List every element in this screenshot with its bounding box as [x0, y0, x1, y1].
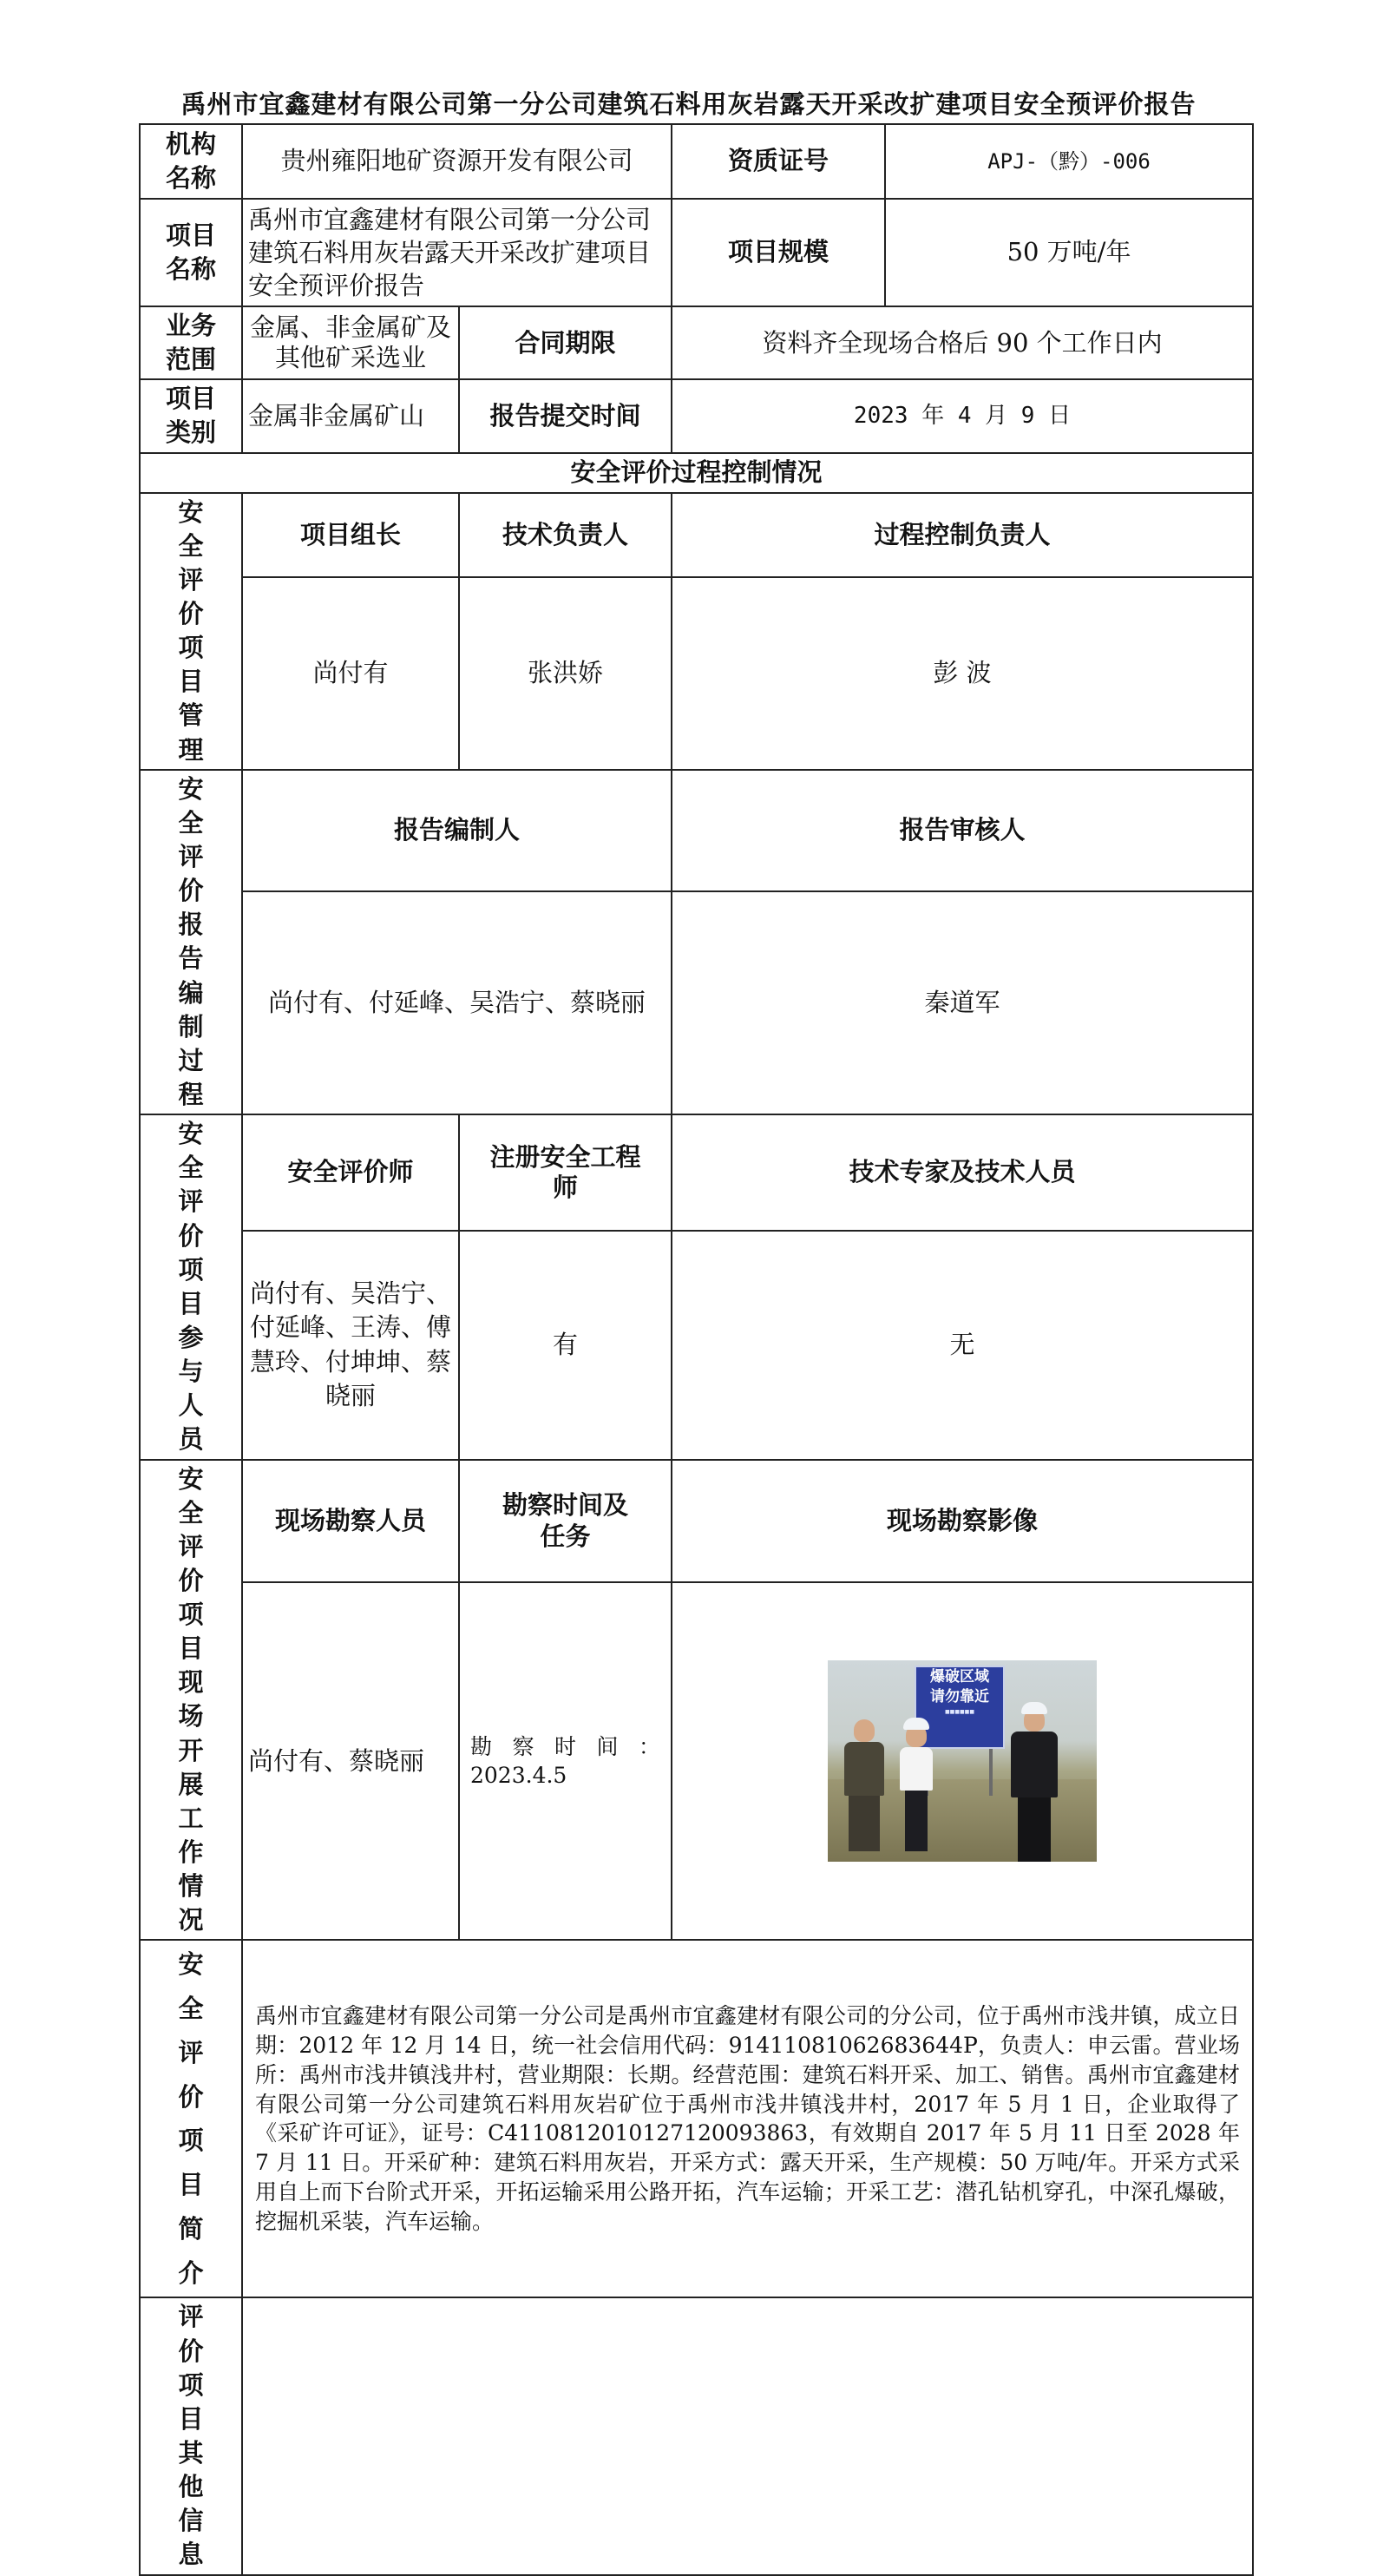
- management-value-row: [140, 577, 1253, 770]
- site-photo: [828, 1660, 1097, 1862]
- category-value: 金属非金属矿山: [242, 379, 459, 452]
- participants-value-row: [140, 1231, 1253, 1460]
- participants-col-engineer: 注册安全工程师: [459, 1114, 672, 1231]
- process-lead: 彭 波: [672, 577, 1253, 770]
- compile-value-row: [140, 891, 1253, 1114]
- org-row: [140, 124, 1253, 199]
- cert-value: APJ-（黔）-006: [885, 124, 1253, 199]
- intro-label: 安全评价项目简介: [140, 1940, 242, 2297]
- participants-label: 安全评价项目参与人员: [140, 1114, 242, 1459]
- site-col-photo: 现场勘察影像: [672, 1460, 1253, 1583]
- scale-value: 50 万吨/年: [885, 199, 1253, 306]
- project-label: 项目名称: [140, 199, 242, 306]
- report-authors: 尚付有、付延峰、吴浩宁、蔡晓丽: [242, 891, 672, 1114]
- other-info-label: 评价项目其他信息: [140, 2297, 242, 2574]
- org-value: 贵州雍阳地矿资源开发有限公司: [242, 124, 672, 199]
- contract-value: 资料齐全现场合格后 90 个工作日内: [672, 306, 1253, 379]
- other-info-value: [242, 2297, 1253, 2574]
- project-leader: 尚付有: [242, 577, 459, 770]
- photo-person-1: [843, 1719, 885, 1851]
- tech-lead: 张洪娇: [459, 577, 672, 770]
- submit-time-label: 报告提交时间: [459, 379, 672, 452]
- blasting-area-sign: 爆破区域 请勿靠近 ■■■■■■: [915, 1666, 1005, 1749]
- site-photo-cell: [672, 1582, 1253, 1940]
- intro-text: 禹州市宜鑫建材有限公司第一分公司是禹州市宜鑫建材有限公司的分公司，位于禹州市浅井镇，成立日期：2012 年 12 月 14 日，统一社会信用代码：91411081062683644P，负责人：申云雷。营业场所：禹州市浅井镇浅井村，营业期限：长期。经营范围：建筑石料开采、加工、销售。禹州市宜鑫建材有限公司第一分公司建筑石料用灰岩矿位于禹州市浅井镇浅井村，2017 年 5 月 1 日，企业取得了《采矿许可证》，证号：C4110812010127120093863，有效期自 2017 年 5 月 11 日至 2028 年 7 月 11 日。开采矿种：建筑石料用灰岩，开采方式：露天开采，生产规模：50 万吨/年。开采方式采用自上而下台阶式开采，开拓运输采用公路开拓，汽车运输；开采工艺：潜孔钻机穿孔，中深孔爆破，挖掘机采装，汽车运输。: [242, 1940, 1253, 2297]
- cert-label: 资质证号: [672, 124, 885, 199]
- report-reviewer: 秦道军: [672, 891, 1253, 1114]
- management-label: 安全评价项目管理: [140, 493, 242, 770]
- category-label: 项目类别: [140, 379, 242, 452]
- evaluators: 尚付有、吴浩宁、付延峰、王涛、傅慧玲、付坤坤、蔡晓丽: [242, 1231, 459, 1460]
- photo-person-3: [1010, 1702, 1059, 1862]
- other-info-row: [140, 2297, 1253, 2574]
- project-row: [140, 199, 1253, 306]
- management-col-leader: 项目组长: [242, 493, 459, 578]
- sign-post-right: [989, 1744, 993, 1796]
- photo-person-2: [899, 1718, 934, 1851]
- site-header-row: [140, 1460, 1253, 1583]
- experts: 无: [672, 1231, 1253, 1460]
- category-row: [140, 379, 1253, 452]
- document-title: 禹州市宜鑫建材有限公司第一分公司建筑石料用灰岩露天开采改扩建项目安全预评价报告: [180, 89, 1197, 119]
- survey-time: 勘 察 时 间 ： 2023.4.5: [459, 1582, 672, 1940]
- compile-header-row: [140, 770, 1253, 891]
- section-header: 安全评价过程控制情况: [140, 453, 1253, 493]
- business-row: [140, 306, 1253, 379]
- management-col-process: 过程控制负责人: [672, 493, 1253, 578]
- submit-time-value: 2023 年 4 月 9 日: [672, 379, 1253, 452]
- org-label: 机构名称: [140, 124, 242, 199]
- compile-col-authors: 报告编制人: [242, 770, 672, 891]
- site-col-time: 勘察时间及任务: [459, 1460, 672, 1583]
- site-staff: 尚付有、蔡晓丽: [242, 1582, 459, 1940]
- business-value: 金属、非金属矿及其他矿采选业: [242, 306, 459, 379]
- registered-engineer: 有: [459, 1231, 672, 1460]
- participants-col-experts: 技术专家及技术人员: [672, 1114, 1253, 1231]
- management-col-tech: 技术负责人: [459, 493, 672, 578]
- section-header-row: [140, 453, 1253, 493]
- contract-label: 合同期限: [459, 306, 672, 379]
- business-label: 业务范围: [140, 306, 242, 379]
- participants-col-evaluators: 安全评价师: [242, 1114, 459, 1231]
- participants-header-row: [140, 1114, 1253, 1231]
- report-table: [139, 123, 1254, 2576]
- scale-label: 项目规模: [672, 199, 885, 306]
- site-col-staff: 现场勘察人员: [242, 1460, 459, 1583]
- management-header-row: [140, 493, 1253, 578]
- intro-row: [140, 1940, 1253, 2297]
- compile-label: 安全评价报告编制过程: [140, 770, 242, 1114]
- site-value-row: [140, 1582, 1253, 1940]
- site-label: 安全评价项目现场开展工作情况: [140, 1460, 242, 1941]
- project-value: 禹州市宜鑫建材有限公司第一分公司建筑石料用灰岩露天开采改扩建项目安全预评价报告: [242, 199, 672, 306]
- compile-col-reviewer: 报告审核人: [672, 770, 1253, 891]
